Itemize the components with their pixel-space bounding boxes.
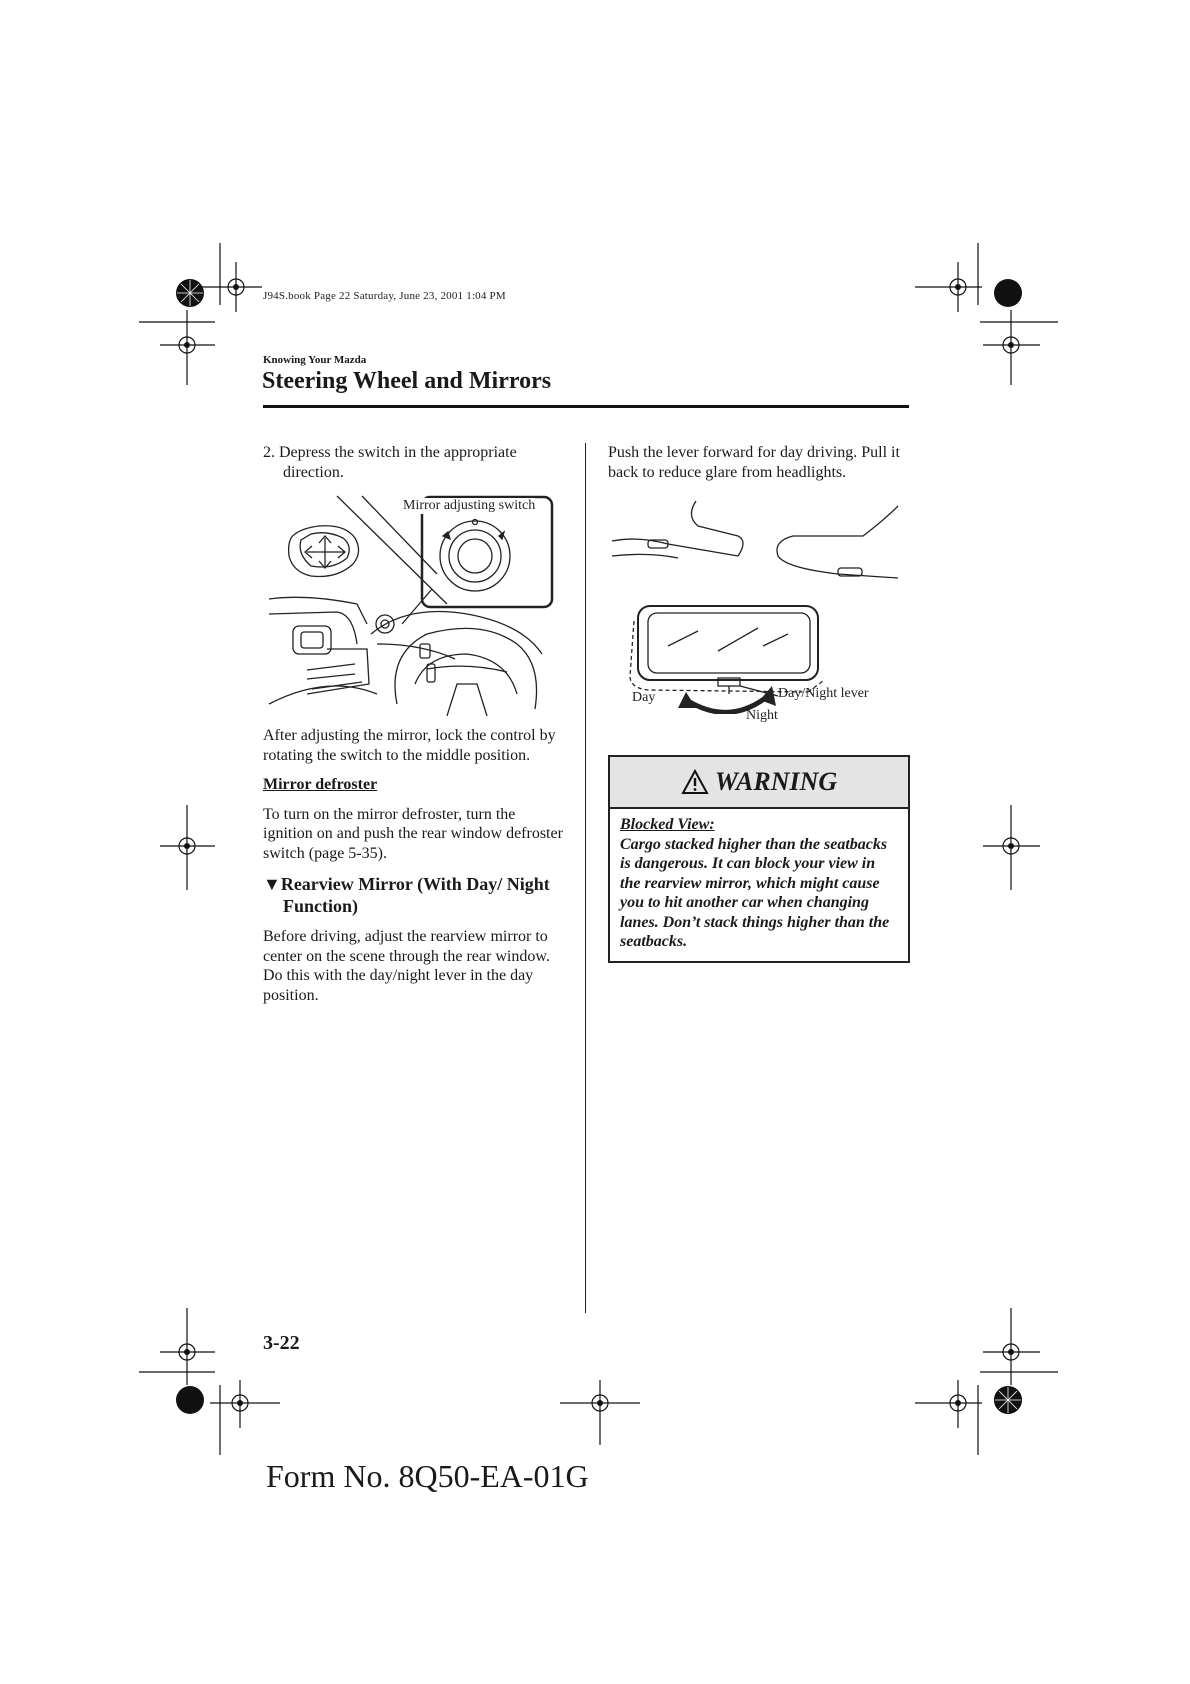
page-title: Steering Wheel and Mirrors: [262, 368, 552, 394]
warning-text: Cargo stacked higher than the seatbacks is dangerous. It can block your view in the rearview mirror, which might cause you to hit another car when changing lanes. Don’t stack things higher than the seatbacks.: [620, 835, 890, 950]
mirror-switch-illustration: [267, 494, 557, 716]
warning-triangle-icon: [681, 769, 709, 795]
mirror-switch-label: Mirror adjusting switch: [403, 498, 536, 513]
right-column: [608, 443, 908, 723]
book-info-line: J94S.book Page 22 Saturday, June 23, 2001 1:04 PM: [263, 290, 506, 302]
title-rule: [263, 405, 909, 408]
rearview-mirror-figure: [608, 496, 908, 723]
day-label: Day: [632, 690, 656, 705]
column-divider: [585, 443, 586, 1313]
warning-subheading: Blocked View:: [620, 816, 715, 833]
section-label: Knowing Your Mazda: [263, 354, 367, 366]
night-label: Night: [746, 708, 778, 723]
warning-title: WARNING: [714, 767, 838, 796]
defroster-heading: Mirror defroster: [263, 776, 378, 793]
rearview-text: Before driving, adjust the rearview mirror to center on the scene through the rear window. Do this with the day/night lever in the day position.: [263, 928, 550, 1004]
after-adjust-text: After adjusting the mirror, lock the control by rotating the switch to the middle position.: [263, 727, 556, 764]
warning-body: [610, 809, 908, 958]
step-2-text: 2. Depress the switch in the appropriate direction.: [263, 444, 517, 481]
day-night-lever-label: Day/Night lever: [778, 686, 869, 701]
page-number: 3-22: [263, 1332, 300, 1354]
warning-box: [608, 755, 910, 963]
form-number: Form No. 8Q50-EA-01G: [266, 1458, 589, 1494]
left-column: [263, 443, 563, 1005]
warning-header: [610, 757, 908, 809]
defroster-text: To turn on the mirror defroster, turn the ignition on and push the rear window defroster switch (page 5-35).: [263, 805, 563, 862]
mirror-switch-figure: [267, 494, 557, 716]
lever-instructions: Push the lever forward for day driving. Pull it back to reduce glare from headlights.: [608, 444, 900, 481]
rearview-mirror-illustration: [608, 496, 908, 714]
rearview-heading: ▼Rearview Mirror (With Day/ Night Function): [263, 874, 550, 916]
